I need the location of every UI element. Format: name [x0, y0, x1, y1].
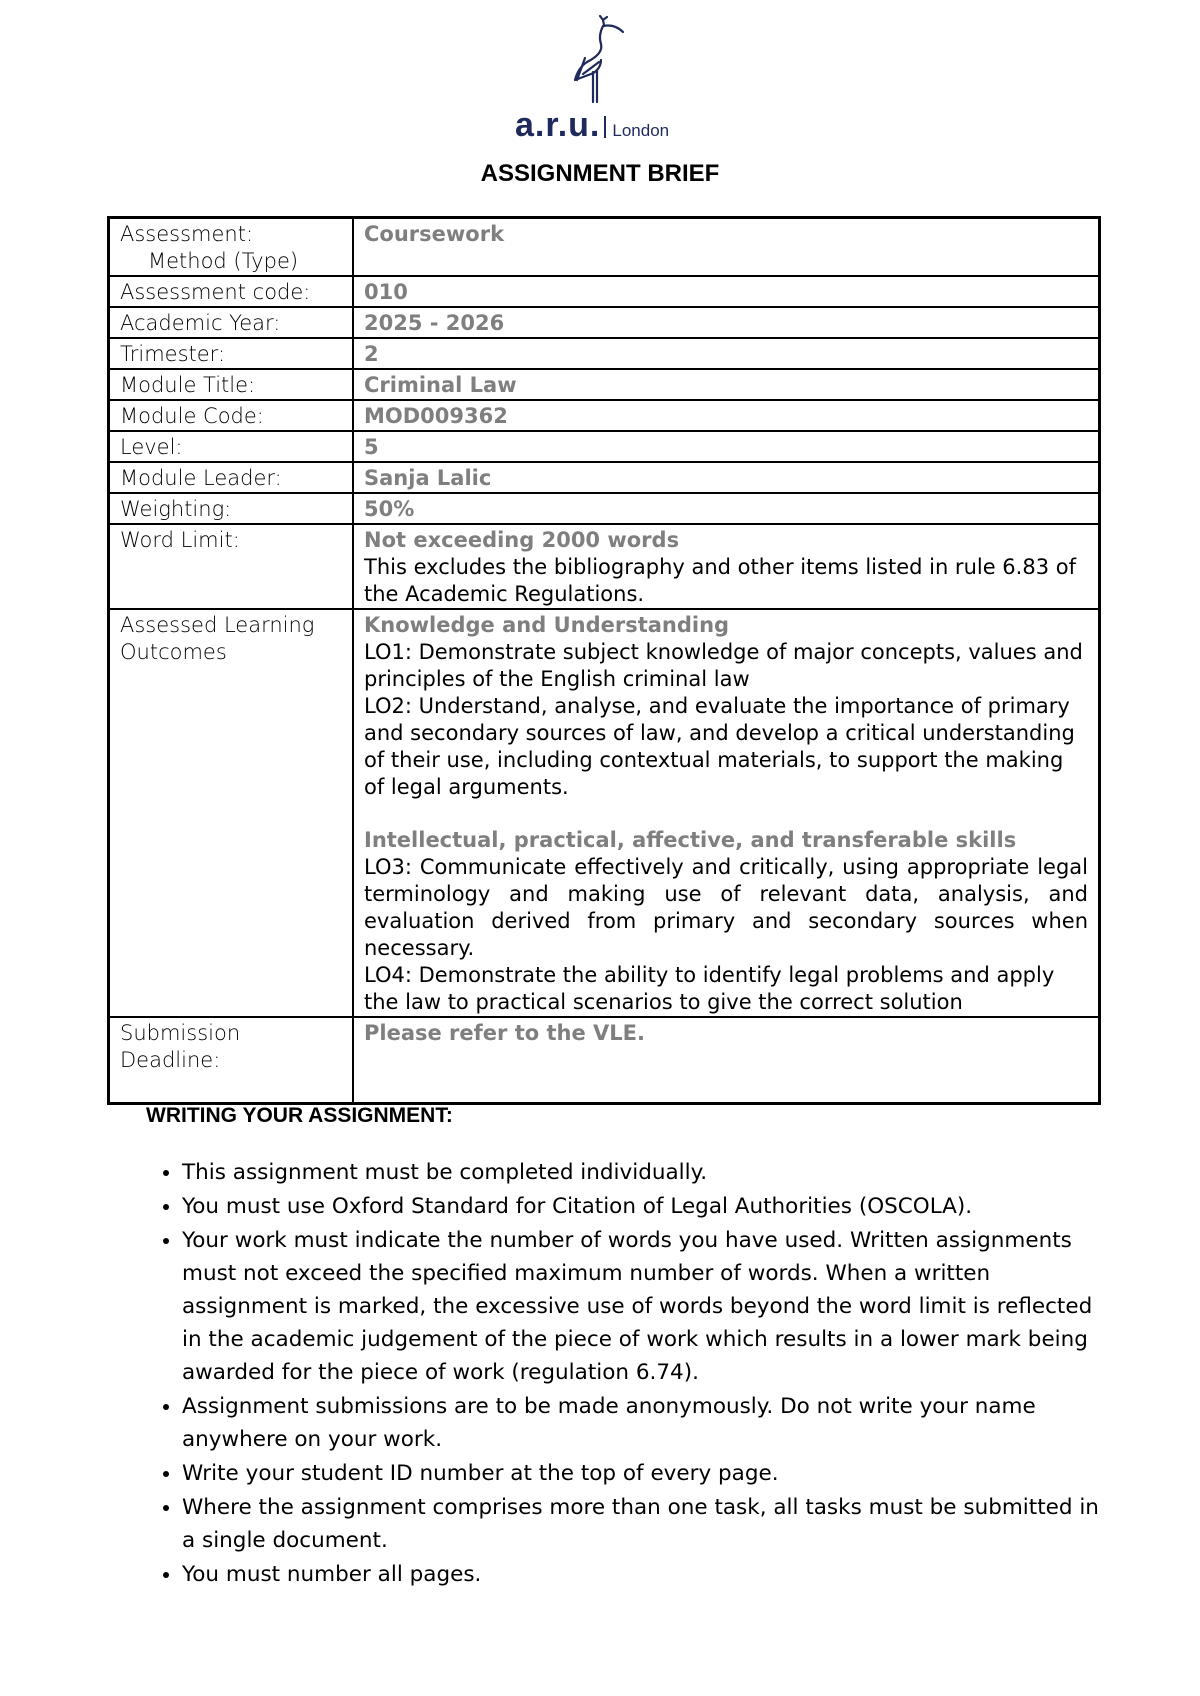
row-level — [109, 431, 1100, 462]
assignment-brief-table — [107, 216, 1101, 1105]
row-learning-outcomes — [109, 609, 1100, 1017]
label-submission-deadline: Submission Deadline: — [109, 1017, 354, 1103]
label-assessment-method-line1: Assessment: — [120, 222, 254, 246]
label-academic-year: Academic Year: — [109, 307, 354, 338]
value-word-limit-cell — [353, 524, 1100, 609]
value-word-limit: Not exceeding 2000 words — [364, 528, 680, 552]
outcomes-heading-skills: Intellectual, practical, affective, and transferable skills — [364, 828, 1017, 852]
row-weighting — [109, 493, 1100, 524]
value-trimester: 2 — [353, 338, 1100, 369]
row-module-code — [109, 400, 1100, 431]
outcomes-heading-knowledge: Knowledge and Understanding — [364, 613, 730, 637]
university-logo — [515, 14, 695, 142]
label-module-title: Module Title: — [109, 369, 354, 400]
document-title: ASSIGNMENT BRIEF — [480, 160, 720, 187]
label-assessment-method — [109, 218, 354, 277]
rule-item: • Your work must indicate the number of words you have used. Written assignments must not exceed the specified maximum number of words. When a written assignment is marked, the excessive use of words beyond the word limit is reflected in the academic judgement of the piece of work which results in a lower mark being awarded for the piece of work (regulation 6.74). — [182, 1224, 1102, 1389]
row-assessment-method — [109, 218, 1100, 277]
value-learning-outcomes — [353, 609, 1100, 1017]
label-assessment-method-line2: Method (Type) — [148, 249, 299, 273]
row-module-leader — [109, 462, 1100, 493]
label-trimester: Trimester: — [109, 338, 354, 369]
value-academic-year: 2025 - 2026 — [353, 307, 1100, 338]
writing-rules-list — [146, 1156, 1102, 1592]
heron-icon — [553, 14, 645, 106]
value-submission-deadline: Please refer to the VLE. — [353, 1017, 1100, 1103]
rule-item: • Where the assignment comprises more than one task, all tasks must be submitted in a single document. — [182, 1491, 1102, 1557]
label-weighting: Weighting: — [109, 493, 354, 524]
row-assessment-code — [109, 276, 1100, 307]
rule-item: • This assignment must be completed individually. — [182, 1156, 1102, 1189]
logo-wordmark: a.r.u. — [515, 106, 601, 144]
logo-location: London — [612, 121, 670, 140]
value-weighting: 50% — [353, 493, 1100, 524]
value-level: 5 — [353, 431, 1100, 462]
row-submission-deadline — [109, 1017, 1100, 1103]
row-trimester — [109, 338, 1100, 369]
label-level: Level: — [109, 431, 354, 462]
label-assessment-code: Assessment code: — [109, 276, 354, 307]
rule-item: • Write your student ID number at the top of every page. — [182, 1457, 1102, 1490]
rule-item: • Assignment submissions are to be made anonymously. Do not write your name anywhere on your work. — [182, 1390, 1102, 1456]
label-module-leader: Module Leader: — [109, 462, 354, 493]
label-module-code: Module Code: — [109, 400, 354, 431]
value-assessment-code: 010 — [353, 276, 1100, 307]
logo-divider — [604, 116, 606, 138]
rule-item: • You must number all pages. — [182, 1558, 1102, 1591]
value-module-code: MOD009362 — [353, 400, 1100, 431]
row-word-limit — [109, 524, 1100, 609]
outcome-lo2: LO2: Understand, analyse, and evaluate the importance of primary and secondary sources of law, and develop a critical understanding of their use, including contextual materials, to support the making of legal arguments. — [364, 694, 1075, 799]
value-module-title: Criminal Law — [353, 369, 1100, 400]
value-assessment-method: Coursework — [353, 218, 1100, 277]
outcome-lo4: LO4: Demonstrate the ability to identify legal problems and apply the law to practical scenarios to give the correct solution — [364, 963, 1055, 1014]
row-academic-year — [109, 307, 1100, 338]
word-limit-note: This excludes the bibliography and other items listed in rule 6.83 of the Academic Regulations. — [364, 555, 1076, 606]
value-module-leader: Sanja Lalic — [353, 462, 1100, 493]
label-learning-outcomes: Assessed Learning Outcomes — [109, 609, 354, 1017]
writing-section-heading: WRITING YOUR ASSIGNMENT: — [146, 1104, 453, 1127]
rule-item: • You must use Oxford Standard for Citation of Legal Authorities (OSCOLA). — [182, 1190, 1102, 1223]
outcomes-spacer — [364, 801, 1088, 827]
label-word-limit: Word Limit: — [109, 524, 354, 609]
row-module-title — [109, 369, 1100, 400]
outcome-lo1: LO1: Demonstrate subject knowledge of major concepts, values and principles of the English criminal law — [364, 640, 1083, 691]
outcome-lo3: LO3: Communicate effectively and critically, using appropriate legal terminology and making use of relevant data, analysis, and evaluation derived from primary and secondary sources when necessary. — [364, 855, 1088, 960]
